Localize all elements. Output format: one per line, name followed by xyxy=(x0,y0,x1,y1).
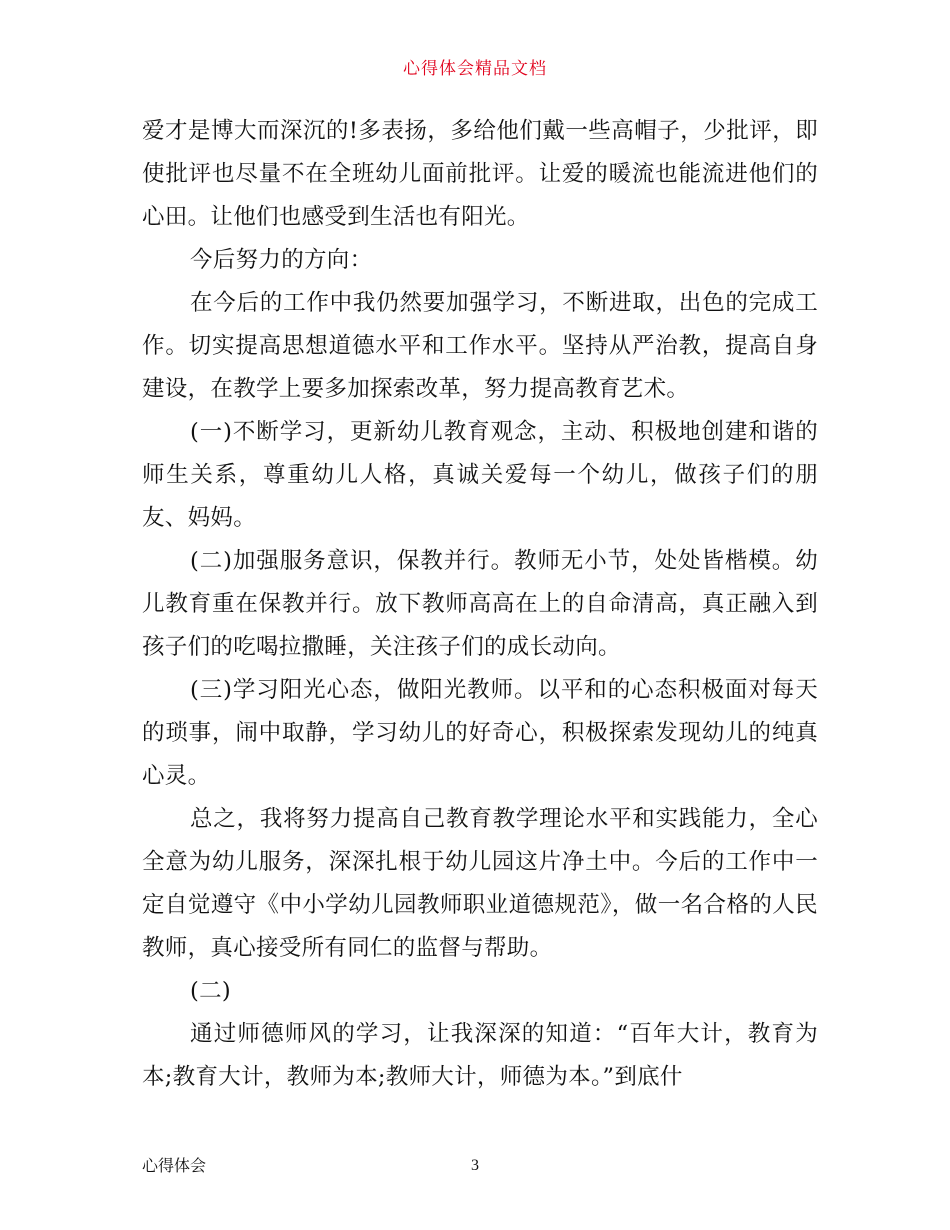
paragraph-continued: 爱才是博大而深沉的!多表扬，多给他们戴一些高帽子，少批评，即使批评也尽量不在全班幼儿面前批评。让爱的暖流也能流进他们的心田。让他们也感受到生活也有阳光。 xyxy=(142,118,818,230)
paragraph-point-1: (一)不断学习，更新幼儿教育观念，主动、积极地创建和谐的师生关系，尊重幼儿人格，真诚关爱每一个幼儿，做孩子们的朋友、妈妈。 xyxy=(142,419,818,531)
paragraph-point-3: (三)学习阳光心态，做阳光教师。以平和的心态积极面对每天的琐事，闹中取静，学习幼儿的好奇心，积极探索发现幼儿的纯真心灵。 xyxy=(142,677,818,789)
paragraph-summary: 总之，我将努力提高自己教育教学理论水平和实践能力，全心全意为幼儿服务，深深扎根于幼儿园这片净土中。今后的工作中一定自觉遵守《中小学幼儿园教师职业道德规范》，做一名合格的人民教师，真心接受所有同仁的监督与帮助。 xyxy=(142,806,818,961)
document-body xyxy=(142,110,818,1099)
page-number: 3 xyxy=(471,1157,479,1174)
section-heading-direction: 今后努力的方向： xyxy=(190,247,373,273)
paragraph-work-plan: 在今后的工作中我仍然要加强学习，不断进取，出色的完成工作。切实提高思想道德水平和工作水平。坚持从严治教，提高自身建设，在教学上要多加探索改革，努力提高教育艺术。 xyxy=(142,290,818,402)
paragraph-section-2-start: 通过师德师风的学习，让我深深的知道：“百年大计，教育为本;教育大计，教师为本;教师大计，师德为本。”到底什 xyxy=(142,1021,818,1090)
page-header-title: 心得体会精品文档 xyxy=(403,59,547,79)
page-footer-label: 心得体会 xyxy=(142,1156,207,1175)
paragraph-point-2: (二)加强服务意识，保教并行。教师无小节，处处皆楷模。幼儿教育重在保教并行。放下教师高高在上的自命清高，真正融入到孩子们的吃喝拉撒睡，关注孩子们的成长动向。 xyxy=(142,548,818,660)
section-number-2: (二) xyxy=(190,978,231,1004)
